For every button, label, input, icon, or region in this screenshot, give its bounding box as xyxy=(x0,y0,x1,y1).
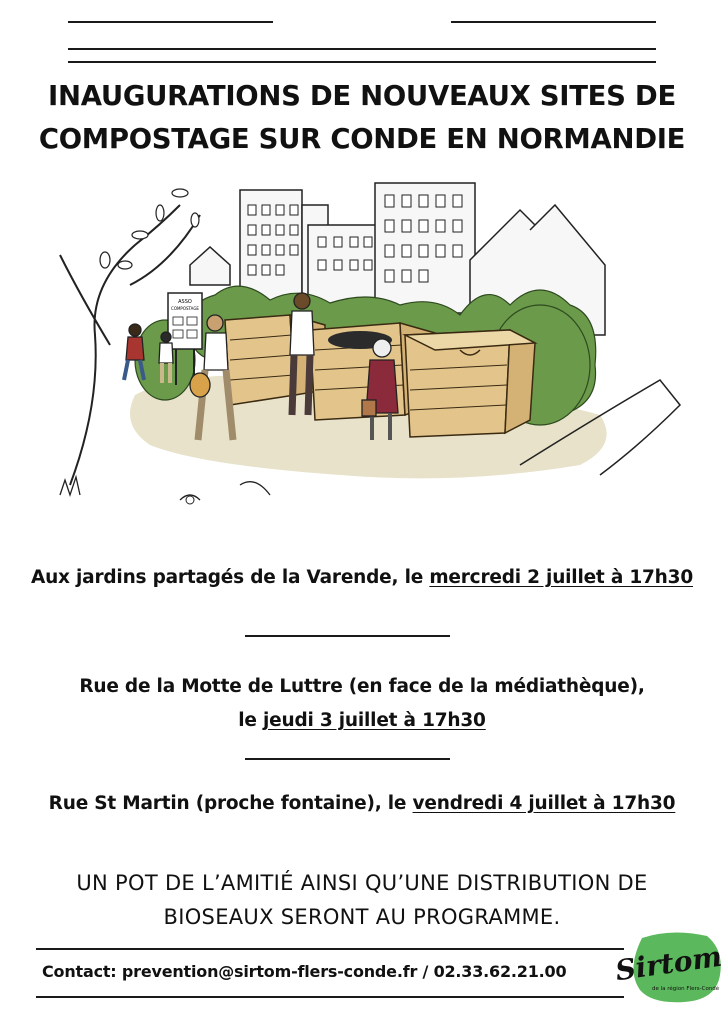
event-st-martin xyxy=(0,787,724,821)
leaves xyxy=(100,189,199,269)
logo-wordmark: Sirtom xyxy=(613,939,724,988)
footer-rule-top xyxy=(36,948,624,950)
event-st-martin-location: Rue St Martin (proche fontaine), le xyxy=(48,793,413,814)
title-line-1: INAUGURATIONS DE NOUVEAUX SITES DE xyxy=(48,80,676,112)
grass-doodle xyxy=(60,477,270,500)
event-varende-date: mercredi 2 juillet à 17h30 xyxy=(429,567,694,588)
contact-phone[interactable]: 02.33.62.21.00 xyxy=(433,962,567,981)
apartment-buildings xyxy=(240,183,475,313)
separator-2 xyxy=(245,758,450,760)
event-motte-date: jeudi 3 juillet à 17h30 xyxy=(262,710,486,731)
event-varende xyxy=(0,561,724,595)
title-line-2: COMPOSTAGE SUR CONDE EN NORMANDIE xyxy=(38,123,686,155)
closing-note xyxy=(0,866,724,934)
closing-line-2: BIOSEAUX SERONT AU PROGRAMME. xyxy=(163,905,561,929)
flower-doodle xyxy=(186,496,194,504)
event-motte-location: Rue de la Motte de Luttre (en face de la médiathèque), xyxy=(79,676,645,697)
footer-rule-bottom xyxy=(36,996,624,998)
top-rule-full-2 xyxy=(68,61,656,63)
sign-text-2: COMPOSTAGE xyxy=(171,306,199,311)
logo-tagline: de la région Flers-Condé xyxy=(652,986,720,992)
page-title xyxy=(20,75,704,161)
event-motte-de-luttre xyxy=(0,670,724,738)
closing-line-1: UN POT DE L’AMITIÉ AINSI QU’UNE DISTRIBUTION DE xyxy=(76,871,648,895)
composting-site-illustration xyxy=(40,165,700,520)
top-rule-right xyxy=(451,21,656,23)
top-rule-full-1 xyxy=(68,48,656,50)
sirtom-logo xyxy=(612,930,724,1004)
sign-text-1: ASSO xyxy=(178,299,192,305)
top-rule-left xyxy=(68,21,273,23)
contact-label: Contact: xyxy=(42,962,122,981)
event-motte-prefix: le xyxy=(238,710,263,731)
contact-email[interactable]: prevention@sirtom-flers-conde.fr xyxy=(121,962,418,981)
event-varende-location: Aux jardins partagés de la Varende, le xyxy=(30,567,430,588)
event-st-martin-date: vendredi 4 juillet à 17h30 xyxy=(412,793,676,814)
contact-info xyxy=(42,960,566,984)
separator-1 xyxy=(245,635,450,637)
contact-separator: / xyxy=(417,962,434,981)
